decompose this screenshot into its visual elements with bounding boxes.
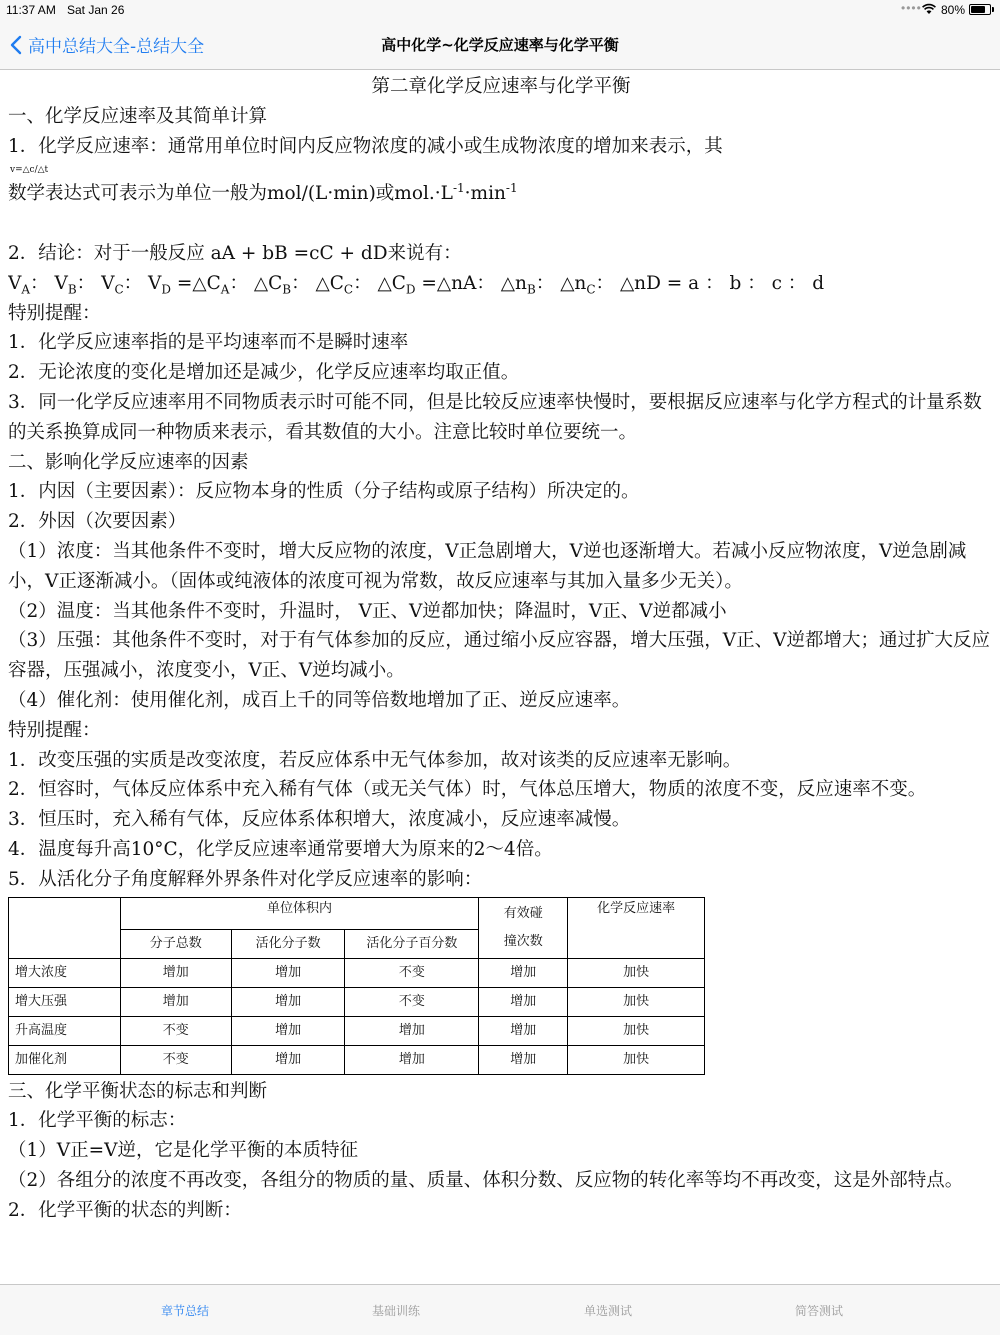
tab-chapter-summary[interactable]: 章节总结 [160,1304,209,1318]
table-cell: 增加 [231,987,345,1016]
table-cell: 增加 [479,958,568,987]
table-cell: 不变 [120,1016,231,1045]
paragraph: 1．化学平衡的标志： [8,1110,187,1132]
status-time: 11:37 AM [6,3,56,17]
table-row [9,1016,705,1045]
section-1-title: 一、化学反应速率及其简单计算 [8,105,268,127]
paragraph: 数学表达式可表示为单位一般为mol/(L·min)或$mol.\cdot L^{-1}\cdot\min^{-1}$ [8,181,518,205]
section-3-title: 三、化学平衡状态的标志和判断 [8,1080,268,1102]
table-subheader: 活化分子数 [231,929,345,958]
table-cell: 增大压强 [9,987,121,1016]
table-cell: 增加 [345,1016,479,1045]
section-2-title: 二、影响化学反应速率的因素 [8,451,249,473]
tip-title: 特别提醒： [8,719,101,741]
table-header: 单位体积内 [120,897,478,929]
table-cell: 增加 [120,987,231,1016]
paragraph: 1．改变压强的实质是改变浓度，若反应体系中无气体参加，故对该类的反应速率无影响。 [8,749,742,771]
navigation-bar [0,20,1000,70]
paragraph: （3）压强：其他条件不变时，对于有气体参加的反应，通过缩小反应容器，增大压强，V正、V逆都增大；通过扩大反应容器，压强减小，浓度变小，V正、V逆均减小。 [8,630,990,682]
paragraph: 2．外因（次要因素） [8,511,187,533]
tab-single-choice-test[interactable]: 单选测试 [583,1304,632,1318]
paragraph: 3．恒压时，充入稀有气体，反应体系体积增大，浓度减小，反应速率减慢。 [8,809,631,831]
table-row [9,1045,705,1074]
table-cell: 增加 [479,1016,568,1045]
table-row [9,958,705,987]
wifi-icon [922,3,936,15]
status-bar [0,0,1000,20]
table-cell: 增加 [231,1016,345,1045]
table-cell: 增加 [231,958,345,987]
battery-icon [969,4,991,15]
table-subheader: 分子总数 [120,929,231,958]
table-cell: 增加 [479,987,568,1016]
battery-percent: 80% [941,3,966,17]
rate-formula: v=△c/△t [10,165,49,176]
chapter-heading: 第二章化学反应速率与化学平衡 [371,76,631,97]
back-label: 高中总结大全-总结大全 [28,37,205,57]
paragraph: 5．从活化分子角度解释外界条件对化学反应速率的影响： [8,868,483,890]
table-header: 有效碰 撞次数 [479,897,568,958]
table-cell: 加快 [568,1045,705,1074]
table-cell: 不变 [345,987,479,1016]
table-corner-cell [9,897,121,958]
tab-short-answer-test[interactable]: 简答测试 [794,1304,843,1318]
rate-relation: $V_A$： $V_B$： $V_C$： $V_D$ $=\triangle C_A$： $\triangle C_B$： $\triangle C_C$： $\triangle C_D$ =△nA： $\triangle n_B$： $\triangle n_C$： △nD = a ： b ： c ： d [8,272,825,297]
paragraph: 1．化学反应速率：通常用单位时间内反应物浓度的减小或生成物浓度的增加来表示，其 [8,135,723,157]
spacer [8,209,994,239]
table-row [9,987,705,1016]
paragraph: 3．同一化学反应速率用不同物质表示时可能不同，但是比较反应速率快慢时，要根据反应速率与化学方程式的计量系数的关系换算成同一种物质来表示，看其数值的大小。注意比较时单位要统一。 [8,391,982,443]
table-cell: 加快 [568,1016,705,1045]
paragraph: （1）V正=V逆，它是化学平衡的本质特征 [8,1140,358,1162]
table-cell: 增加 [345,1045,479,1074]
paragraph: 2．无论浓度的变化是增加还是减少，化学反应速率均取正值。 [8,362,520,384]
table-cell: 加快 [568,958,705,987]
multitask-dots-icon: •••• [901,1,922,15]
table-cell: 增加 [231,1045,345,1074]
paragraph: 2．结论：对于一般反应 aA + bB =cC + dD来说有： [8,242,462,264]
activation-table [8,897,705,1075]
paragraph: 2．化学平衡的状态的判断： [8,1199,242,1221]
table-cell: 不变 [345,958,479,987]
paragraph: 1．化学反应速率指的是平均速率而不是瞬时速率 [8,332,409,354]
paragraph: （2）各组分的浓度不再改变，各组分的物质的量、质量、体积分数、反应物的转化率等均不再改变，这是外部特点。 [8,1169,964,1191]
table-subheader: 活化分子百分数 [345,929,479,958]
paragraph: 2．恒容时，气体反应体系中充入稀有气体（或无关气体）时，气体总压增大，物质的浓度不变，反应速率不变。 [8,779,927,801]
table-cell: 增大浓度 [9,958,121,987]
table-cell: 加催化剂 [9,1045,121,1074]
status-date: Sat Jan 26 [67,3,125,17]
paragraph: 1．内因（主要因素）：反应物本身的性质（分子结构或原子结构）所决定的。 [8,481,640,503]
table-cell: 升高温度 [9,1016,121,1045]
table-cell: 增加 [479,1045,568,1074]
paragraph: 4．温度每升高10°C，化学反应速率通常要增大为原来的2～4倍。 [8,838,553,860]
tab-basic-training[interactable]: 基础训练 [371,1304,420,1318]
page-title: 高中化学~化学反应速率与化学平衡 [381,36,619,54]
paragraph: （2）温度：当其他条件不变时，升温时， V正、V逆都加快；降温时，V正、V逆都减小 [8,600,727,622]
paragraph: （4）催化剂：使用催化剂，成百上千的同等倍数地增加了正、逆反应速率。 [8,689,631,711]
tip-title: 特别提醒： [8,302,101,324]
table-header: 化学反应速率 [568,897,705,958]
table-cell: 不变 [120,1045,231,1074]
table-cell: 增加 [120,958,231,987]
table-cell: 加快 [568,987,705,1016]
paragraph: （1）浓度：当其他条件不变时，增大反应物的浓度，V正急剧增大，V逆也逐渐增大。若减小反应物浓度，V逆急剧减小，V正逐渐减小。（固体或纯液体的浓度可视为常数，故反应速率与其加入量多少无关）。 [8,540,967,592]
article-content [8,72,994,1282]
tab-bar [0,1284,1000,1335]
